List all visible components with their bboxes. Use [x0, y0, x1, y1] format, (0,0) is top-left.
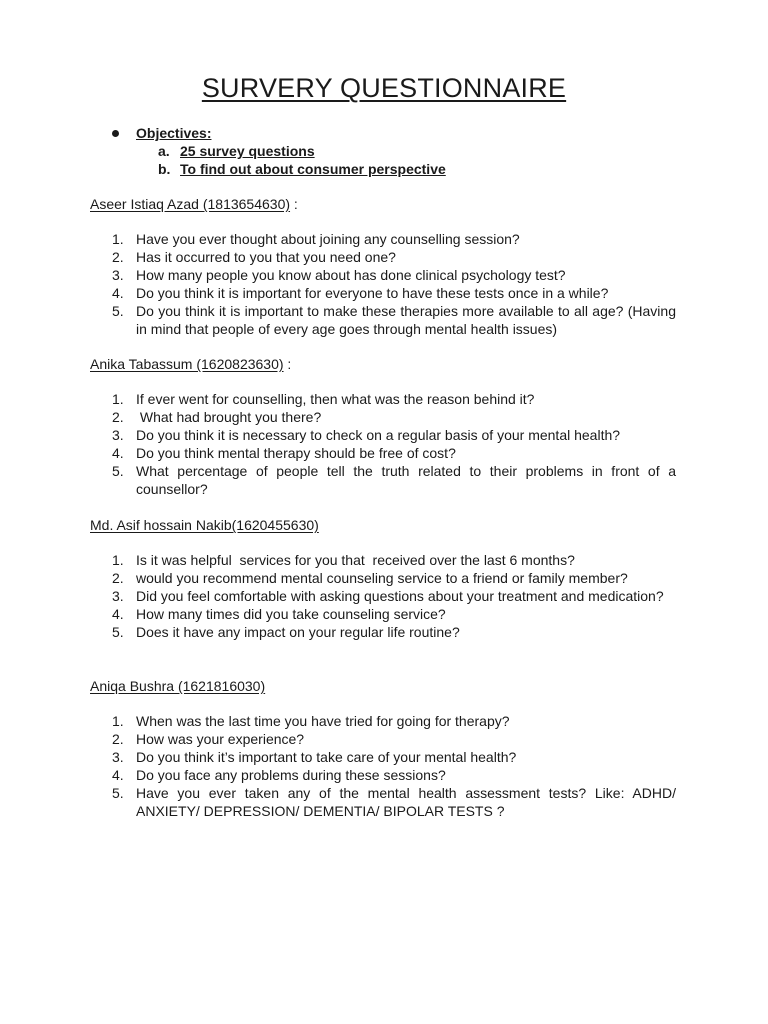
- survey-section-anika: [90, 355, 676, 498]
- question-number: 3.: [112, 749, 124, 765]
- question-item: [90, 444, 676, 462]
- question-text: What had brought you there?: [136, 409, 322, 425]
- question-text: Do you think mental therapy should be free of cost?: [136, 445, 456, 461]
- objective-item: [158, 142, 446, 160]
- question-text: How many people you know about has done clinical psychology test?: [136, 267, 566, 283]
- question-number: 1.: [112, 231, 124, 247]
- question-text: Have you ever thought about joining any counselling session?: [136, 231, 520, 247]
- document-title: SURVERY QUESTIONNAIRE: [201, 73, 567, 103]
- question-list: [90, 390, 676, 498]
- question-item: [90, 730, 676, 748]
- section-contributor: [90, 677, 676, 695]
- objective-item: [158, 160, 446, 178]
- question-number: 1.: [112, 552, 124, 568]
- question-text: Do you think it is important to make these therapies more available to all age? (Having in mind that people of every age goes through mental health issues): [136, 303, 676, 337]
- contributor-name: Aseer Istiaq Azad (1813654630): [90, 196, 291, 212]
- question-item: [90, 712, 676, 730]
- question-item: [90, 587, 676, 605]
- question-list: [90, 230, 676, 338]
- question-number: 3.: [112, 267, 124, 283]
- question-number: 5.: [112, 463, 124, 479]
- question-number: 5.: [112, 303, 124, 319]
- question-item: [90, 784, 676, 820]
- objectives-block: [112, 124, 446, 178]
- question-number: 3.: [112, 588, 124, 604]
- question-text: How many times did you take counseling service?: [136, 606, 446, 622]
- question-text: If ever went for counselling, then what was the reason behind it?: [136, 391, 535, 407]
- contributor-suffix: :: [283, 356, 292, 372]
- question-number: 2.: [112, 570, 124, 586]
- contributor-name: Md. Asif hossain Nakib(1620455630): [90, 517, 319, 533]
- question-item: [90, 748, 676, 766]
- survey-section-aseer: [90, 195, 676, 338]
- question-text: When was the last time you have tried for going for therapy?: [136, 713, 510, 729]
- question-text: Do you face any problems during these sessions?: [136, 767, 446, 783]
- question-item: [90, 766, 676, 784]
- question-text: Does it have any impact on your regular life routine?: [136, 624, 460, 640]
- question-text: Do you think it’s important to take care of your mental health?: [136, 749, 517, 765]
- question-number: 2.: [112, 409, 124, 425]
- contributor-suffix: :: [290, 196, 298, 212]
- question-list: [90, 551, 676, 641]
- objective-marker: a.: [158, 143, 170, 159]
- question-item: [90, 623, 676, 641]
- survey-section-asif: [90, 516, 676, 641]
- contributor-name: Aniqa Bushra (1621816030): [90, 678, 266, 694]
- question-item: [90, 302, 676, 338]
- question-number: 5.: [112, 785, 124, 801]
- objective-marker: b.: [158, 161, 171, 177]
- question-number: 4.: [112, 445, 124, 461]
- question-number: 4.: [112, 285, 124, 301]
- question-item: [90, 248, 676, 266]
- contributor-name: Anika Tabassum (1620823630): [90, 356, 284, 372]
- question-number: 3.: [112, 427, 124, 443]
- question-item: [90, 462, 676, 498]
- question-item: [90, 284, 676, 302]
- bullet-icon: [112, 130, 119, 137]
- question-number: 1.: [112, 391, 124, 407]
- question-text: Did you feel comfortable with asking questions about your treatment and medication?: [136, 588, 664, 604]
- section-contributor: [90, 195, 676, 213]
- objectives-heading-label: Objectives:: [136, 125, 212, 141]
- section-contributor: [90, 355, 676, 373]
- objective-text: To find out about consumer perspective: [180, 161, 446, 177]
- question-item: [90, 230, 676, 248]
- question-number: 4.: [112, 606, 124, 622]
- survey-section-aniqa: [90, 677, 676, 820]
- question-item: [90, 605, 676, 623]
- question-number: 5.: [112, 624, 124, 640]
- objectives-list: [112, 142, 446, 178]
- question-item: [90, 551, 676, 569]
- question-item: [90, 426, 676, 444]
- question-text: Do you think it is necessary to check on a regular basis of your mental health?: [136, 427, 621, 443]
- question-item: [90, 390, 676, 408]
- section-contributor: [90, 516, 676, 534]
- question-item: [90, 408, 676, 426]
- question-number: 2.: [112, 731, 124, 747]
- objectives-heading: [112, 124, 446, 142]
- question-text: Is it was helpful services for you that received over the last 6 months?: [136, 552, 575, 568]
- objective-text: 25 survey questions: [180, 143, 315, 159]
- question-number: 4.: [112, 767, 124, 783]
- question-number: 2.: [112, 249, 124, 265]
- question-text: Do you think it is important for everyone to have these tests once in a while?: [136, 285, 609, 301]
- question-number: 1.: [112, 713, 124, 729]
- question-list: [90, 712, 676, 820]
- question-text: How was your experience?: [136, 731, 305, 747]
- question-text: Have you ever taken any of the mental health assessment tests? Like: ADHD/ ANXIETY/ DEPRESSION/ DEMENTIA/ BIPOLAR TESTS ?: [136, 785, 676, 819]
- question-item: [90, 266, 676, 284]
- question-text: What percentage of people tell the truth related to their problems in front of a counsellor?: [136, 463, 676, 497]
- question-text: would you recommend mental counseling service to a friend or family member?: [136, 570, 628, 586]
- question-item: [90, 569, 676, 587]
- question-text: Has it occurred to you that you need one?: [136, 249, 396, 265]
